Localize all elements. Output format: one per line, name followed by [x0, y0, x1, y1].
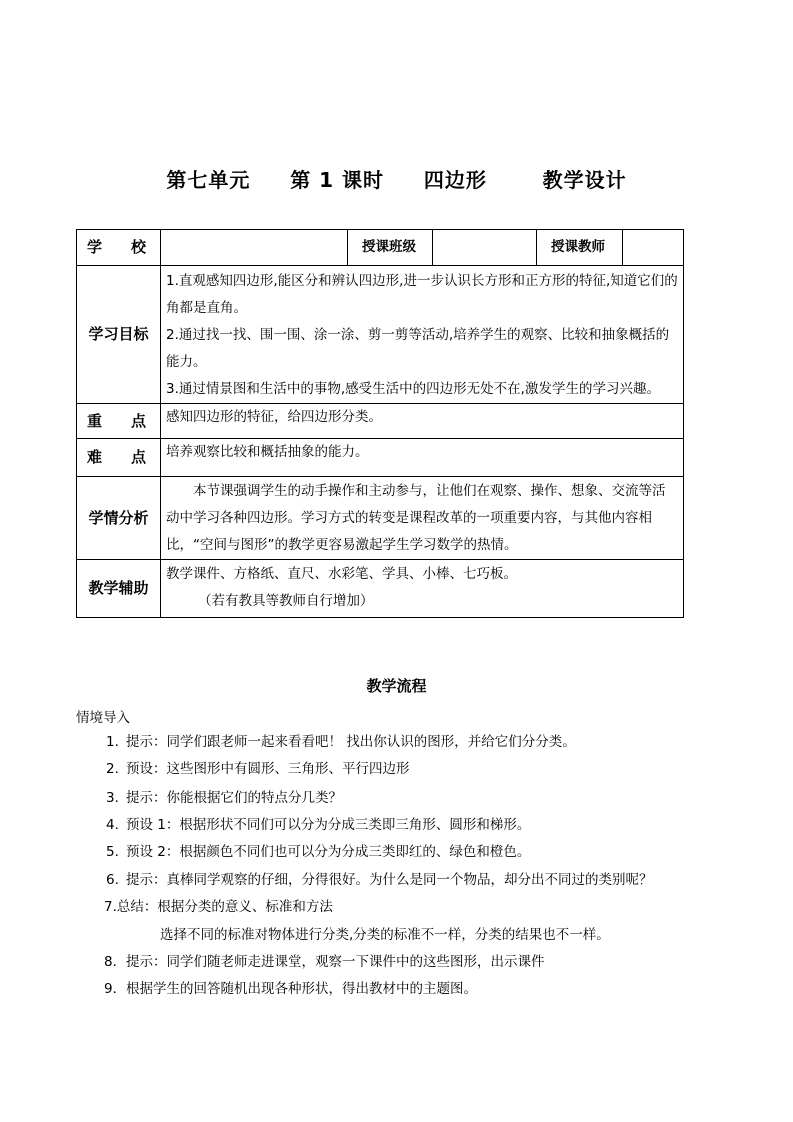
teacher-value [623, 230, 684, 266]
step-number: 9． [104, 981, 127, 997]
analysis-label: 学情分析 [77, 477, 161, 560]
school-value [161, 230, 348, 266]
step-number: 8． [104, 954, 127, 970]
key-points-label: 重 点 [77, 404, 161, 439]
table-row [77, 560, 684, 618]
analysis-text: 本节课强调学生的动手操作和主动参与，让他们在观察、操作、想象、交流等活动中学习各种四边形。学习方式的转变是课程改革的一项重要内容，与其他内容相比，“空间与图形”的教学更容易激起学生学习数学的热情。 [166, 483, 666, 553]
step-text: 预设 1：根据形状不同们可以分为分成三类即三角形、圆形和梯形。 [126, 817, 531, 833]
goals-label: 学习目标 [77, 266, 161, 404]
teacher-label: 授课教师 [537, 230, 623, 266]
goal-item: 3.通过情景图和生活中的事物,感受生活中的四边形无处不在,激发学生的学习兴趣。 [166, 381, 660, 397]
table-row [77, 404, 684, 439]
step-text: 根据学生的回答随机出现各种形状，得出教材中的主题图。 [126, 981, 477, 997]
step-number: 5. [106, 844, 119, 860]
step-number: 2. [106, 761, 119, 777]
page-title: 第七单元 第 1 课时 四边形 教学设计 [166, 168, 627, 192]
aids-cell [161, 560, 684, 618]
difficulty-label: 难 点 [77, 439, 161, 477]
lesson-info-table [76, 229, 684, 618]
table-row [77, 477, 684, 560]
step-text: 预设 2：根据颜色不同们也可以分为分成三类即红的、绿色和橙色。 [126, 844, 531, 860]
aids-value: 教学课件、方格纸、直尺、水彩笔、学具、小棒、七巧板。 [166, 566, 517, 582]
section-label: 情境导入 [76, 710, 130, 726]
step-text: 提示：同学们跟老师一起来看看吧！ 找出你认识的图形，并给它们分分类。 [126, 734, 576, 750]
table-row [77, 230, 684, 266]
list-item [160, 923, 610, 943]
goal-item: 2.通过找一找、围一围、涂一涂、剪一剪等活动,培养学生的观察、比较和抽象概括的能力。 [166, 327, 670, 370]
table-row [77, 439, 684, 477]
step-number: 3. [106, 790, 119, 806]
step-text: 选择不同的标准对物体进行分类,分类的标准不一样，分类的结果也不一样。 [160, 927, 610, 943]
list-item [106, 730, 576, 750]
goals-cell [161, 266, 684, 404]
school-label: 学 校 [77, 230, 161, 266]
step-number: 7. [104, 899, 117, 915]
step-number: 1. [106, 734, 119, 750]
class-label: 授课班级 [348, 230, 433, 266]
table-row [77, 266, 684, 404]
flow-title: 教学流程 [366, 677, 427, 695]
analysis-value [161, 477, 684, 560]
difficulty-value: 培养观察比较和概括抽象的能力。 [161, 439, 684, 477]
list-item [106, 868, 653, 888]
list-item [106, 786, 342, 806]
key-points-value: 感知四边形的特征，给四边形分类。 [161, 404, 684, 439]
step-number: 4. [106, 817, 119, 833]
step-text: 提示：同学们随老师走进课堂，观察一下课件中的这些图形，出示课件 [126, 954, 545, 970]
goal-item: 1.直观感知四边形,能区分和辨认四边形,进一步认识长方形和正方形的特征,知道它们的角都是直角。 [166, 273, 678, 316]
aids-label: 教学辅助 [77, 560, 161, 618]
aids-note: （若有教具等教师自行增加） [198, 593, 374, 609]
step-number: 6. [106, 872, 119, 888]
list-item [104, 895, 333, 915]
list-item [104, 950, 545, 970]
list-item [104, 977, 477, 997]
list-item [106, 757, 410, 777]
step-text: 总结：根据分类的意义、标准和方法 [116, 899, 333, 915]
list-item [106, 813, 530, 833]
step-text: 预设：这些图形中有圆形、三角形、平行四边形 [126, 761, 410, 777]
step-text: 提示：你能根据它们的特点分几类？ [126, 790, 342, 806]
list-item [106, 840, 530, 860]
class-value [433, 230, 537, 266]
step-text: 提示：真棒同学观察的仔细，分得很好。为什么是同一个物品，却分出不同过的类别呢？ [126, 872, 653, 888]
